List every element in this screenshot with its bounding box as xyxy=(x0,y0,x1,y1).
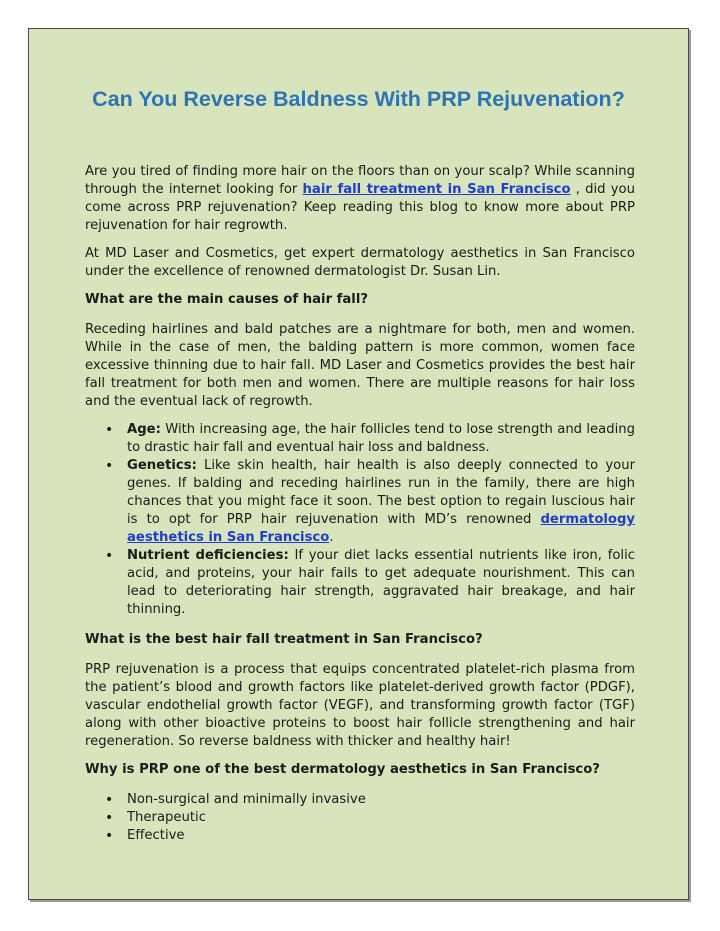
list-item-age xyxy=(85,421,635,457)
benefits-list xyxy=(85,791,635,845)
list-item: • Therapeutic xyxy=(85,809,635,827)
cause-label: Age: xyxy=(127,422,161,437)
article-body xyxy=(85,163,635,857)
why-prp-heading: Why is PRP one of the best dermatology aesthetics in San Francisco? xyxy=(85,762,600,777)
intro-text-start: Are you tired of finding more hair on the floors than on your scalp? While scanning through the internet looking for xyxy=(85,164,635,197)
clinic-paragraph: At MD Laser and Cosmetics, get expert dermatology aesthetics in San Francisco under the excellence of renowned dermatologist Dr. Susan Lin. xyxy=(85,246,635,279)
cause-text: If your diet lacks essential nutrients like iron, folic acid, and proteins, your hair fails to get adequate nourishment. This can lead to deteriorating hair strength, aggravated hair breakage, and hair thinning. xyxy=(127,548,635,617)
cause-text: With increasing age, the hair follicles tend to lose strength and leading to drastic hair fall and eventual hair loss and baldness. xyxy=(127,422,635,455)
treatment-heading: What is the best hair fall treatment in San Francisco? xyxy=(85,632,483,647)
list-item: • Non-surgical and minimally invasive xyxy=(85,791,635,809)
document-page xyxy=(28,28,689,900)
page-title: Can You Reverse Baldness With PRP Rejuvenation? xyxy=(92,87,625,111)
cause-label: Nutrient deficiencies: xyxy=(127,548,289,563)
cause-text-end: . xyxy=(329,530,334,545)
cause-label: Genetics: xyxy=(127,458,197,473)
causes-list xyxy=(85,421,635,619)
list-item: • Effective xyxy=(85,827,635,845)
list-item-genetics xyxy=(85,457,635,547)
prp-paragraph: PRP rejuvenation is a process that equips concentrated platelet-rich plasma from the patient’s blood and growth factors like platelet-derived growth factor (PDGF), vascular endothelial growth factor (VEGF), and transforming growth factor (TGF) along with other bioactive proteins to boost hair follicle strengthening and hair regeneration. So reverse baldness with thicker and healthy hair! xyxy=(85,662,635,749)
intro-text-end: , did you come across PRP rejuvenation? Keep reading this blog to know more about PRP rejuvenation for hair regrowth. xyxy=(85,182,635,233)
hair-fall-treatment-link[interactable]: hair fall treatment in San Francisco xyxy=(302,182,571,197)
intro-paragraph xyxy=(85,163,635,235)
causes-heading: What are the main causes of hair fall? xyxy=(85,292,368,307)
dermatology-aesthetics-link[interactable]: dermatology aesthetics in San Francisco xyxy=(127,512,635,545)
cause-text: Like skin health, hair health is also deeply connected to your genes. If balding and receding hairlines run in the family, there are high chances that you might face it soon. The best option to regain luscious hair is to opt for PRP hair rejuvenation with MD’s renowned xyxy=(127,458,635,527)
list-item-nutrient-deficiencies xyxy=(85,547,635,619)
causes-intro-paragraph: Receding hairlines and bald patches are a nightmare for both, men and women. While in the case of men, the balding pattern is more common, women face excessive thinning due to hair fall. MD Laser and Cosmetics provides the best hair fall treatment for both men and women. There are multiple reasons for hair loss and the eventual lack of regrowth. xyxy=(85,322,635,409)
